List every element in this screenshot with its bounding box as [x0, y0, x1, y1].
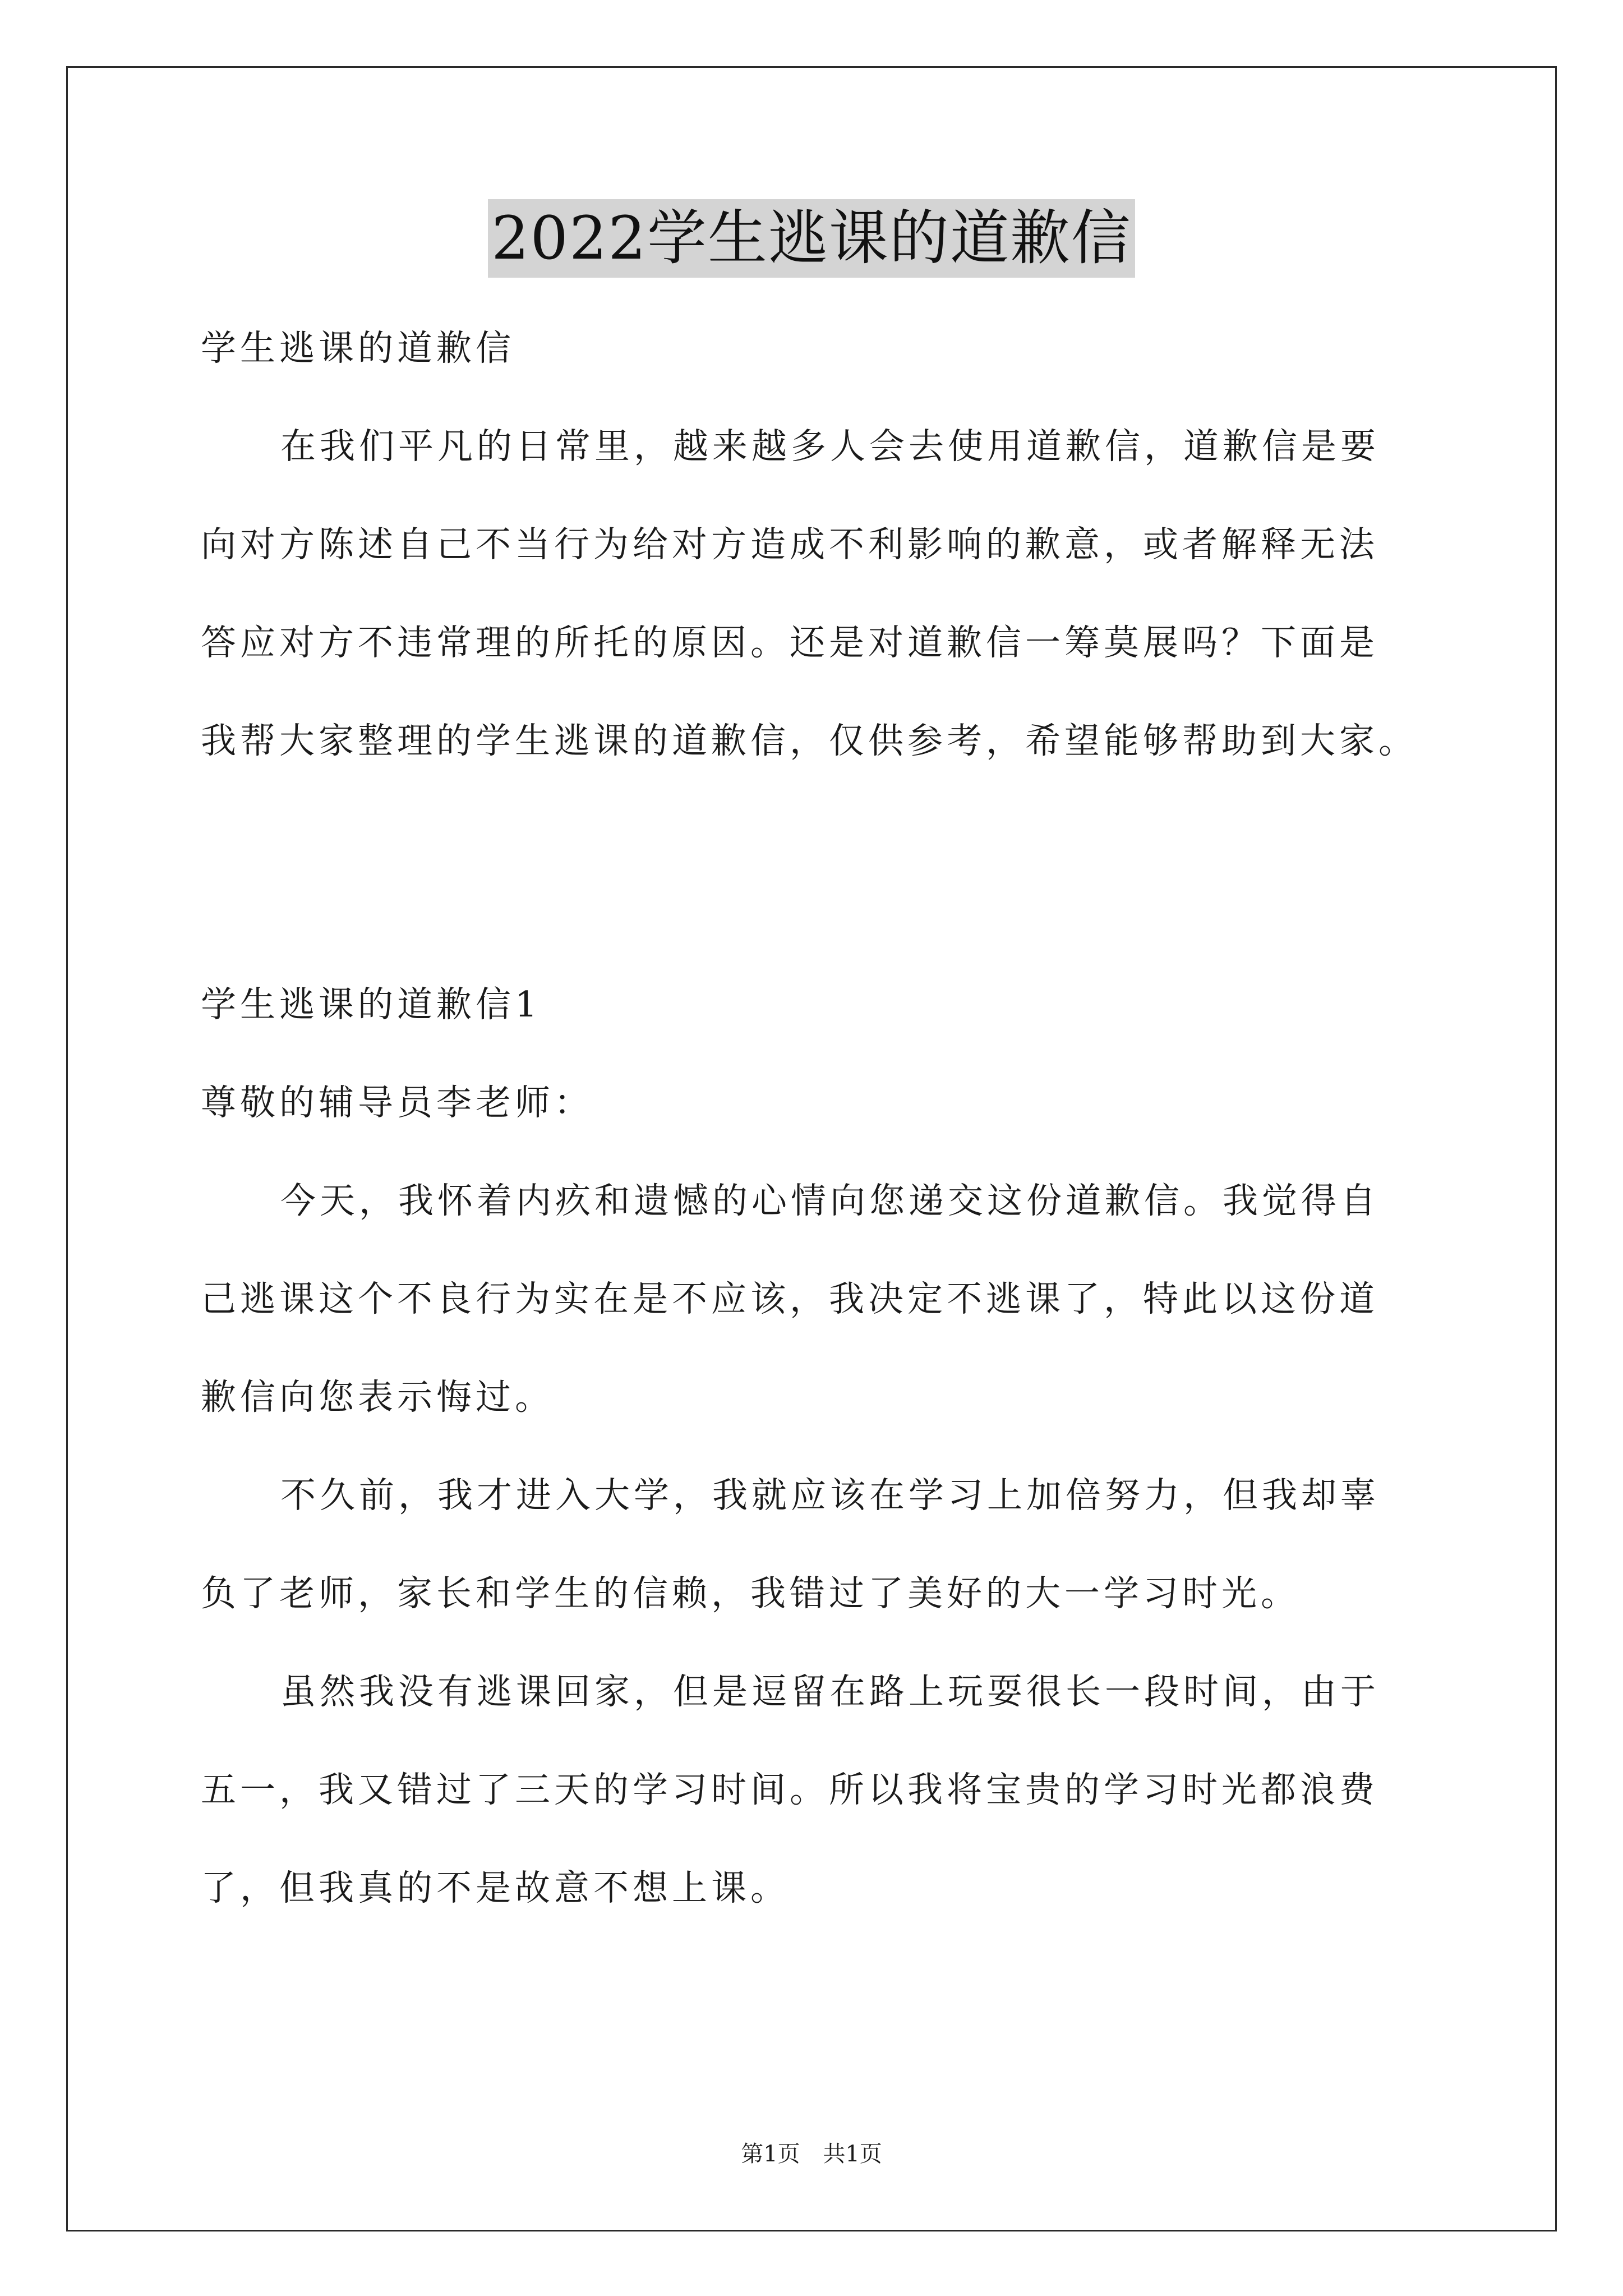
- section-heading: 学生逃课的道歉信: [201, 328, 515, 369]
- page-footer: [0, 2136, 1623, 2168]
- paragraph-line: 答应对方不违常理的所托的原因。还是对道歉信一筹莫展吗？下面是: [201, 622, 1378, 663]
- salutation: 尊敬的辅导员李老师：: [201, 1082, 593, 1123]
- paragraph-line: 了，但我真的不是故意不想上课。: [201, 1867, 790, 1908]
- paragraph-line: 负了老师，家长和学生的信赖，我错过了美好的大一学习时光。: [201, 1573, 1300, 1614]
- page-number: 第1页: [741, 2141, 800, 2167]
- title-container: [0, 199, 1623, 278]
- paragraph-line: 向对方陈述自己不当行为给对方造成不利影响的歉意，或者解释无法: [201, 524, 1378, 565]
- paragraph-line: 歉信向您表示悔过。: [201, 1377, 554, 1418]
- paragraph-line: 虽然我没有逃课回家，但是逗留在路上玩耍很长一段时间，由于: [280, 1671, 1380, 1712]
- paragraph-line: 在我们平凡的日常里，越来越多人会去使用道歉信，道歉信是要: [280, 426, 1380, 467]
- section-heading: 学生逃课的道歉信1: [201, 984, 542, 1025]
- paragraph-line: 我帮大家整理的学生逃课的道歉信，仅供参考，希望能够帮助到大家。: [201, 720, 1418, 761]
- paragraph-line: 己逃课这个不良行为实在是不应该，我决定不逃课了，特此以这份道: [201, 1278, 1378, 1319]
- paragraph-line: 不久前，我才进入大学，我就应该在学习上加倍努力，但我却辜: [280, 1475, 1380, 1516]
- paragraph-line: 今天，我怀着内疚和遗憾的心情向您递交这份道歉信。我觉得自: [280, 1180, 1380, 1221]
- document-title: 2022学生逃课的道歉信: [488, 199, 1135, 278]
- page-total: 共1页: [823, 2141, 882, 2167]
- paragraph-line: 五一，我又错过了三天的学习时间。所以我将宝贵的学习时光都浪费: [201, 1769, 1378, 1810]
